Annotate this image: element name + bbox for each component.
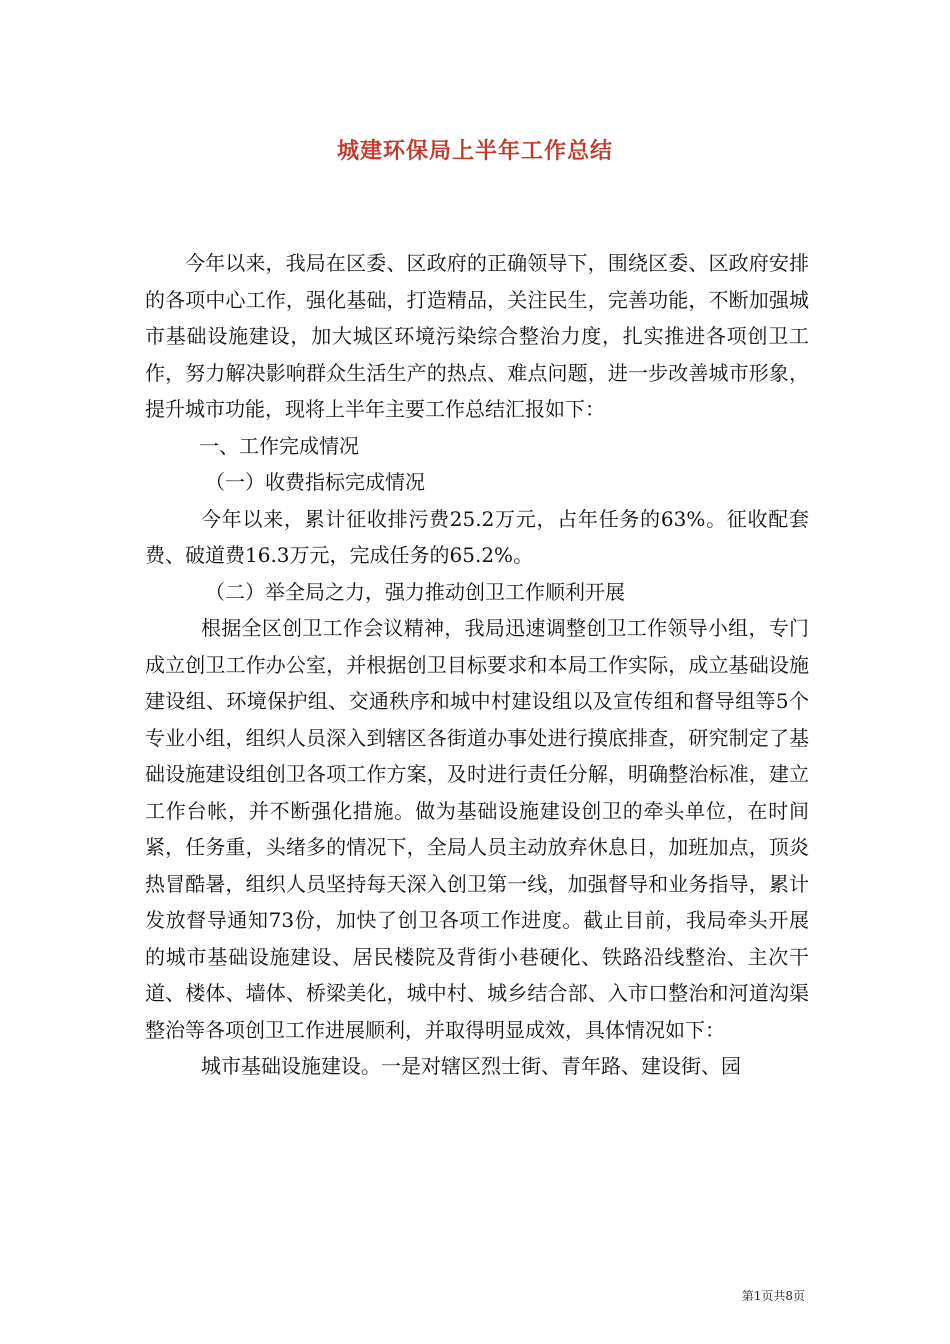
paragraph-fees: 今年以来，累计征收排污费25.2万元，占年任务的63%。征收配套费、破道费16.3万元，完成任务的65.2%。 (145, 506, 809, 567)
subsection-heading: （一）收费指标完成情况 (205, 470, 425, 494)
paragraph-campaign: 根据全区创卫工作会议精神，我局迅速调整创卫工作领导小组，专门成立创卫工作办公室，并根据创卫目标要求和本局工作实际，成立基础设施建设组、环境保护组、交通秩序和城中村建设组以及宣传组和督导组等5个专业小组，组织人员深入到辖区各街道办事处进行摸底排查，研究制定了基础设施建设组创卫各项工作方案，及时进行责任分解，明确整治标准，建立工作台帐，并不断强化措施。做为基础设施建设创卫的牵头单位，在时间紧，任务重，头绪多的情况下，全局人员主动放弃休息日，加班加点，顶炎热冒酷暑，组织人员坚持每天深入创卫第一线，加强督导和业务指导，累计发放督导通知73份，加快了创卫各项工作进度。截止目前，我局牵头开展的城市基础设施建设、居民楼院及背街小巷硬化、铁路沿线整治、主次干道、楼体、墙体、桥梁美化，城中村、城乡结合部、入市口整治和河道沟渠整治等各项创卫工作进展顺利，并取得明显成效，具体情况如下： (145, 616, 809, 1042)
paragraph-infrastructure: 城市基础设施建设。一是对辖区烈士街、青年路、建设街、园 (201, 1054, 741, 1078)
page-number: 第1页共8页 (741, 1289, 805, 1303)
section-heading: 一、工作完成情况 (199, 433, 359, 458)
paragraph-intro: 今年以来，我局在区委、区政府的正确领导下，围绕区委、区政府安排的各项中心工作，强化基础，打造精品，关注民生，完善功能，不断加强城市基础设施建设，加大城区环境污染综合整治力度，扎实推进各项创卫工作，努力解决影响群众生活生产的热点、难点问题，进一步改善城市形象，提升城市功能，现将上半年主要工作总结汇报如下： (145, 251, 809, 421)
document-body (145, 245, 809, 1085)
page-title: 城建环保局上半年工作总结 (336, 138, 613, 164)
subsection-heading: （二）举全局之力，强力推动创卫工作顺利开展 (205, 579, 625, 604)
